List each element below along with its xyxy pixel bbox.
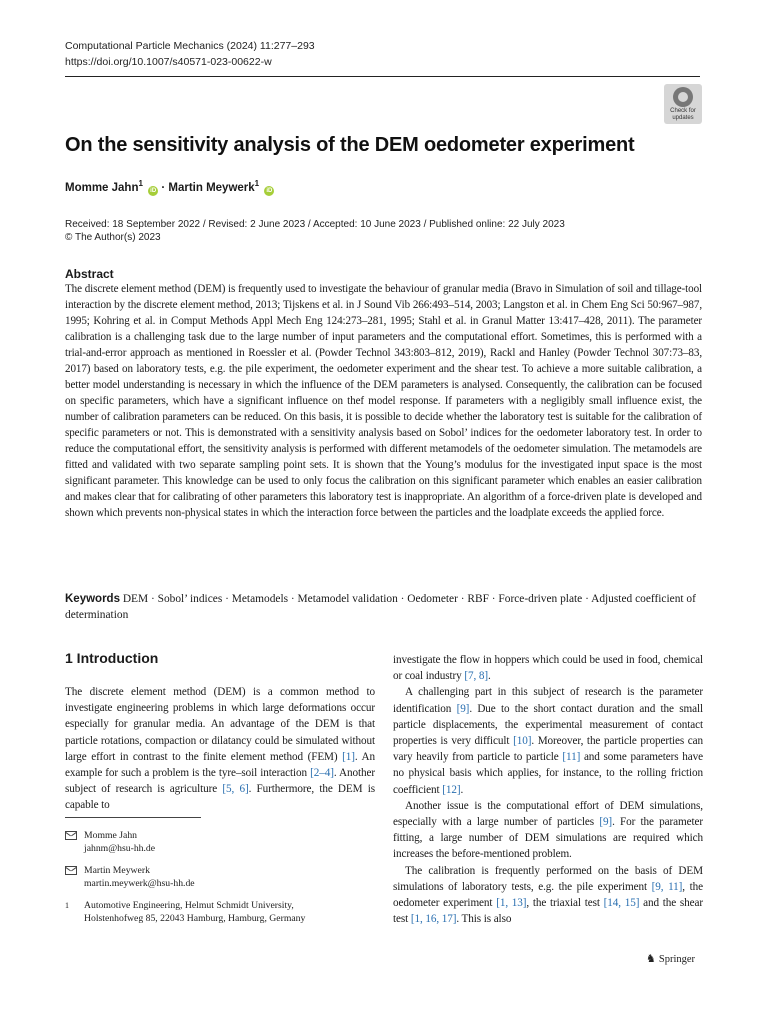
springer-horse-icon: ♞ [646, 953, 656, 965]
paper-title: On the sensitivity analysis of the DEM oedometer experiment [65, 134, 635, 156]
header-rule [65, 76, 700, 77]
check-for-updates-badge[interactable]: Check for updates [664, 84, 702, 124]
paragraph: A challenging part in this subject of research is the parameter identification [9]. Due to the short contact duration and the small particle displacements, the experimental measurement of contact properties is very difficult [10]. Moreover, the particle properties can vary heavily from particle to particle [11] and some parameters have no physical basis which applies, for instance, to the rolling friction coefficient [12]. [393, 686, 704, 796]
abstract-heading: Abstract [65, 267, 114, 281]
paragraph: The calibration is frequently performed on the basis of DEM simulations of laboratory tests, e.g. the pile experiment [9, 11], the oedometer experiment [1, 13], the triaxial test [14, 15] and the shear test [1, 16, 17]. This is also [393, 864, 703, 926]
author-list: Momme Jahn$^1$ iD · Martin Meywerk$^1$ iD [65, 179, 273, 194]
citation-link[interactable]: [1, 16, 17] [410, 913, 457, 926]
keywords-list: DEM · Sobol’ indices · Metamodels · Metamodel validation · Oedometer · RBF · Force-driven plate · Adjusted coefficient of determination [65, 593, 696, 621]
paragraph: The discrete element method (DEM) is a common method to investigate engineering problems in which large deformations occur especially for granular media. An advantage of the DEM is that particle rotations, compaction or dilatancy could be simulated without large effort in contrast to the finite element method (FEM) [1]. An example for such a problem is the tyre–soil interaction [2–4]. Another subject of research is agriculture [5, 6]. Furthermore, the DEM is capable to [65, 686, 375, 812]
orcid-icon[interactable]: iD [150, 187, 157, 194]
update-icon [673, 87, 693, 107]
right-column [393, 652, 703, 927]
citation-link[interactable]: [1, 13] [496, 897, 527, 910]
author-name[interactable]: Martin Meywerk [168, 181, 255, 194]
left-column [65, 684, 375, 814]
citation-link[interactable]: [10] [513, 735, 532, 748]
paragraph: Another issue is the computational effort of DEM simulations, especially with a large number of particles [9]. For the parameter fitting, a large number of DEM simulations are required which increases the before-mentioned problem. [393, 799, 703, 861]
citation-link[interactable]: [9] [456, 702, 470, 715]
citation-link[interactable]: [11] [562, 751, 581, 764]
keywords [65, 591, 702, 623]
citation-link[interactable]: [9, 11] [651, 880, 683, 893]
citation-link[interactable]: [2–4] [310, 767, 334, 780]
author-email[interactable]: jahnm@hsu-hh.de [84, 843, 156, 854]
citation-link[interactable]: [12] [442, 783, 461, 796]
orcid-icon[interactable]: iD [266, 187, 273, 194]
footnote-rule [65, 817, 201, 818]
paragraph: investigate the flow in hoppers which could be used in food, chemical or coal industry [7, 8]. [393, 654, 703, 683]
section-heading: 1 Introduction [65, 650, 159, 666]
journal-citation: Computational Particle Mechanics (2024) 11:277–293 [65, 40, 315, 52]
publisher-logo: ♞ Springer [646, 953, 696, 965]
citation-link[interactable]: [7, 8] [464, 670, 488, 683]
citation-link[interactable]: [1] [342, 750, 355, 763]
citation-link[interactable]: [14, 15] [603, 897, 640, 910]
envelope-icon [65, 866, 77, 875]
abstract-text: The discrete element method (DEM) is frequently used to investigate the behaviour of granular media (Bravo in Simulation of soil and tillage-tool interaction by the discrete element method, 2013; Tijskens et al. in J Sound Vib 266:493–514, 2003; Langston et al. in Chem Eng Sci 50:967–987, 1995; Kohring et al. in Comput Methods Appl Mech Eng 124:273–281, 1995; Stahl et al. in Granul Matter 13:417–428, 2011). The parameter calibration is a challenging task due to the large number of input parameters and the computational effort. Sometimes, this is performed with a trial-and-error approach as mentioned in Roessler et al. (Powder Technol 343:803–812, 2019), Rackl and Hanley (Powder Technol 307:73–83, 2017) based on laboratory tests, e.g. the pile experiment, the oedometer experiment and the shear test. To achieve a more suitable calibration, a better model understanding is necessary in which the influence of the DEM parameters is analysed. Consequently, the calibration can be focused on specific parameters, which have a significant influence on thef model response. If parameters with a negligibly small influence exist, the number of calibration parameters can be reduced. On this basis, it is possible to decide whether the laboratory test is suitable for the calibration of specific parameters or not. This is demonstrated with a sensitivity analysis based on Sobol’ indices for the oedometer laboratory test. In order to reduce the computational effort, the sensitivity analysis is performed with different metamodels of the oedometer simulation. The metamodels are fitted and validated with two separate sampling point sets. It is shown that the Young’s modulus for the investigated input space is the most significant parameter. This knowledge can be used to only focus the calibration on this significant parameter which enables an easier calibration and makes clear that for calibrating of other parameters this laboratory test is inappropriate. An algorithm of a force-driven plate is developed and shown which prevents non-physical states in which the interaction force between the particles and the loadplate exceeds the applied force. [65, 283, 702, 519]
citation-link[interactable]: [5, 6] [222, 783, 249, 796]
citation-link[interactable]: [9] [599, 816, 613, 829]
doi-link[interactable]: https://doi.org/10.1007/s40571-023-00622-w [65, 56, 272, 68]
author-name[interactable]: Momme Jahn [65, 181, 139, 194]
envelope-icon [65, 831, 77, 840]
keywords-label: Keywords [65, 593, 120, 605]
journal-header [65, 38, 315, 70]
author-email[interactable]: martin.meywerk@hsu-hh.de [84, 878, 195, 889]
publication-dates: Received: 18 September 2022 / Revised: 2 June 2023 / Accepted: 10 June 2023 / Published online: 22 July 2023 © The Author(s) 2023 [65, 219, 565, 243]
